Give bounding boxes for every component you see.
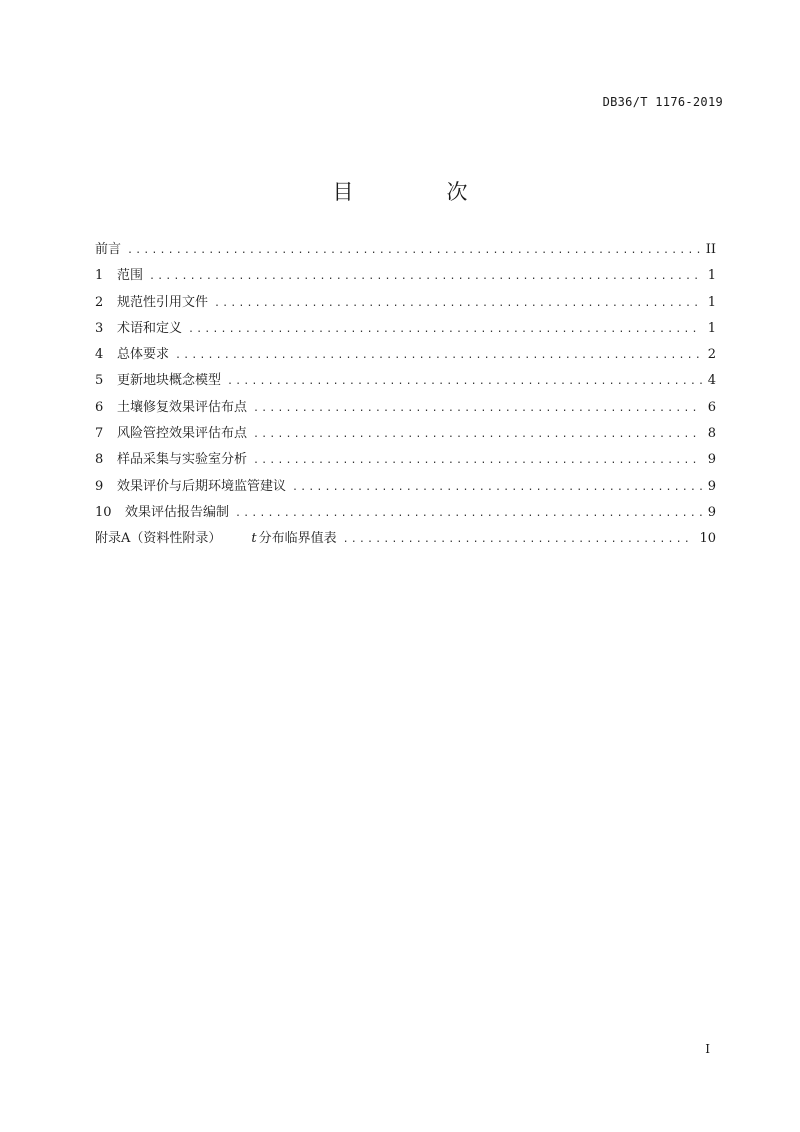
toc-leader-dots	[253, 451, 702, 471]
toc-entry-number: 3	[95, 320, 104, 336]
toc-entry-10[interactable]	[95, 503, 716, 529]
toc-entry-page: II	[705, 242, 716, 257]
toc-leader-dots	[188, 320, 702, 340]
toc-leader-dots	[214, 294, 702, 314]
appendix-label: 附录A（资料性附录）	[95, 531, 222, 547]
toc-leader-dots	[149, 267, 702, 287]
document-code: DB36/T 1176-2019	[602, 95, 723, 109]
toc-entry-page: 1	[707, 268, 716, 284]
toc-entry-appendix-a[interactable]	[95, 529, 716, 555]
toc-leader-dots	[235, 504, 702, 524]
toc-leader-dots	[227, 372, 702, 392]
toc-entry-label: 效果评价与后期环境监管建议	[117, 478, 287, 494]
toc-entry-number: 9	[95, 478, 104, 494]
toc-entry-page: 9	[707, 478, 716, 494]
toc-entry-7[interactable]	[95, 424, 716, 450]
toc-entry-number: 7	[95, 426, 104, 442]
toc-entry-label: 样品采集与实验室分析	[117, 452, 248, 468]
toc-entry-number: 6	[95, 399, 104, 415]
toc-entry-6[interactable]	[95, 398, 716, 424]
toc-entry-page: 6	[707, 399, 716, 415]
toc-entry-label: 总体要求	[117, 347, 170, 363]
toc-entry-number: 2	[95, 294, 104, 310]
toc-entry-number: 5	[95, 373, 104, 389]
toc-entry-number: 1	[95, 268, 104, 284]
toc-leader-dots	[292, 478, 702, 498]
toc-entry-label: 更新地块概念模型	[117, 373, 222, 389]
toc-entry-page: 2	[707, 347, 716, 363]
toc-entry-label	[95, 529, 337, 549]
footer-page-number: I	[705, 1042, 710, 1056]
toc-entry-3[interactable]	[95, 319, 716, 345]
appendix-italic-symbol: t	[251, 531, 257, 547]
toc-entry-label: 效果评估报告编制	[125, 504, 230, 520]
toc-entry-label: 术语和定义	[117, 320, 183, 336]
toc-entry-page: 1	[707, 294, 716, 310]
toc-entry-label: 土壤修复效果评估布点	[117, 399, 248, 415]
toc-entry-2[interactable]	[95, 293, 716, 319]
toc-entry-5[interactable]	[95, 371, 716, 397]
toc-entry-page: 9	[707, 504, 716, 520]
toc-leader-dots	[127, 241, 700, 261]
toc-list	[95, 240, 716, 556]
toc-entry-number: 10	[95, 504, 112, 520]
toc-entry-4[interactable]	[95, 345, 716, 371]
toc-entry-number: 4	[95, 347, 104, 363]
toc-entry-9[interactable]	[95, 477, 716, 503]
toc-entry-page: 4	[707, 373, 716, 389]
toc-entry-page: 1	[707, 320, 716, 336]
appendix-label-tail: 分布临界值表	[258, 531, 337, 547]
toc-entry-label: 规范性引用文件	[117, 294, 209, 310]
toc-leader-dots	[253, 399, 702, 419]
toc-entry-page: 8	[707, 426, 716, 442]
toc-entry-label: 前言	[95, 242, 122, 257]
toc-leader-dots	[343, 530, 694, 550]
toc-entry-label: 风险管控效果评估布点	[117, 426, 248, 442]
toc-entry-number: 8	[95, 452, 104, 468]
toc-entry-8[interactable]	[95, 450, 716, 476]
toc-leader-dots	[253, 425, 702, 445]
toc-leader-dots	[175, 346, 702, 366]
toc-title: 目 次	[332, 180, 504, 204]
toc-entry-page: 9	[707, 452, 716, 468]
toc-entry-foreword[interactable]	[95, 240, 716, 266]
toc-entry-label: 范围	[117, 268, 144, 284]
toc-entry-1[interactable]	[95, 266, 716, 292]
toc-entry-page: 10	[699, 531, 716, 547]
